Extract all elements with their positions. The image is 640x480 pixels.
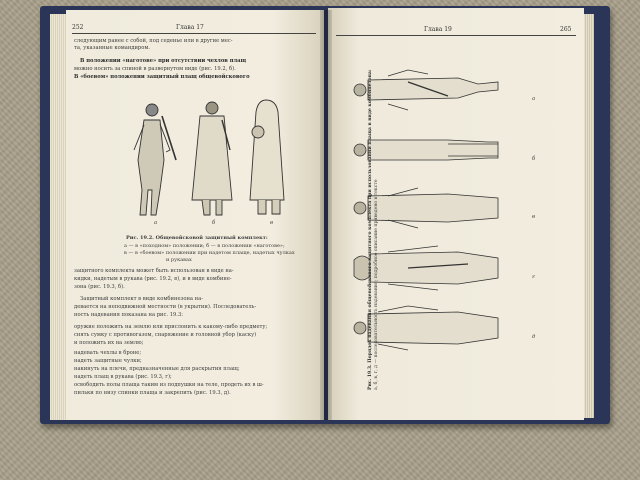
body-line-11: надеть защитные чулки; [74, 358, 142, 364]
left-header-rule [72, 33, 316, 34]
right-header-rule [336, 35, 576, 36]
body-line-7: оружие положить на землю или прислонить к какому-либо предмету; [74, 324, 268, 330]
fig-letter-step-b: б [532, 156, 536, 162]
left-page-number: 252 [72, 24, 84, 31]
right-page-number: 265 [560, 26, 572, 33]
fig-letter-b: б [212, 220, 216, 226]
left-para-3: В положении «наготове» при отсутствии чехлов плащ [80, 58, 247, 64]
fig-19-2-caption-title: Рис. 19.2. Общевойсковой защитный комплект: [126, 235, 268, 241]
left-para-2: та, указанные командиром. [74, 45, 151, 51]
right-page [328, 8, 584, 420]
left-para-4: можно носить за спиной в развернутом виде (рис. 19.2, б). [74, 66, 236, 72]
body-line-3: зона (рис. 19.3, б). [74, 284, 125, 290]
fig-letter-c: в [270, 220, 274, 226]
body-line-4: Защитный комплект в виде комбинезона на- [80, 296, 203, 302]
body-line-8: снять сумку с противогазом, снаряжение и головной убор (каску) [74, 332, 257, 338]
fig-19-2-caption-line-2: в — в «боевом» положении при надетом плаще, надетых чулках [124, 250, 295, 256]
fig-letter-step-e: д [532, 334, 536, 340]
fig-letter-step-a: а [532, 96, 536, 102]
right-running-head: Глава 19 [424, 26, 452, 33]
fig-19-3-caption-sub: а, б, в, г, д — последовательность надевания; подробное описание приведено в тексте [374, 179, 379, 390]
fig-19-2-caption-line-1: а — в «походном» положении; б — в положении «наготове»; [124, 243, 285, 249]
body-line-15: пильки по низу спинки плаща и закрепить (рис. 19.3, д). [74, 390, 231, 396]
figure-soldier-b [192, 102, 232, 215]
body-line-14: освободить полы плаща таким из подпушки на теле, продеть их в ш- [74, 382, 264, 388]
body-line-1: защитного комплекта может быть использован в виде на- [74, 268, 234, 274]
body-line-12: накинуть на плечи, предназначенные для раскрытия плащ; [74, 366, 240, 372]
fig-letter-step-d: г [532, 274, 535, 280]
left-para-1: следующим ранее с собой, под седенье или в другие мес- [74, 38, 233, 44]
fig-19-3-caption-title: Рис. 19.3. Порядок надевания общевойскового защитного комплекта при использовании плаща в виде комбинезона: [368, 69, 373, 390]
body-line-13: надеть плащ в рукава (рис. 19.3, г); [74, 374, 172, 380]
body-line-9: и положить их на землю; [74, 340, 144, 346]
fig-19-2-caption-line-3: и рукавах [166, 257, 192, 263]
left-running-head: Глава 17 [176, 24, 204, 31]
fig-letter-a: а [154, 220, 158, 226]
body-line-5: девается на неподвижной местности (в укрытии). Последователь- [74, 304, 257, 310]
left-para-5: В «боевом» положении защитный плащ общевойскового [74, 74, 250, 80]
left-page [66, 10, 324, 420]
fig-letter-step-c: в [532, 214, 536, 220]
figure-soldier-c [250, 100, 284, 214]
book-gutter [320, 10, 332, 420]
fig-19-3-caption [368, 60, 380, 390]
body-line-6: ность надевания показана на рис. 19.3: [74, 312, 184, 318]
body-line-2: кидки, надетым в рукава (рис. 19.2, в), и в виде комбине- [74, 276, 232, 282]
figure-soldier-a [134, 104, 176, 215]
figure-19-2 [126, 90, 296, 230]
body-line-10: надевать чехлы в броне; [74, 350, 142, 356]
